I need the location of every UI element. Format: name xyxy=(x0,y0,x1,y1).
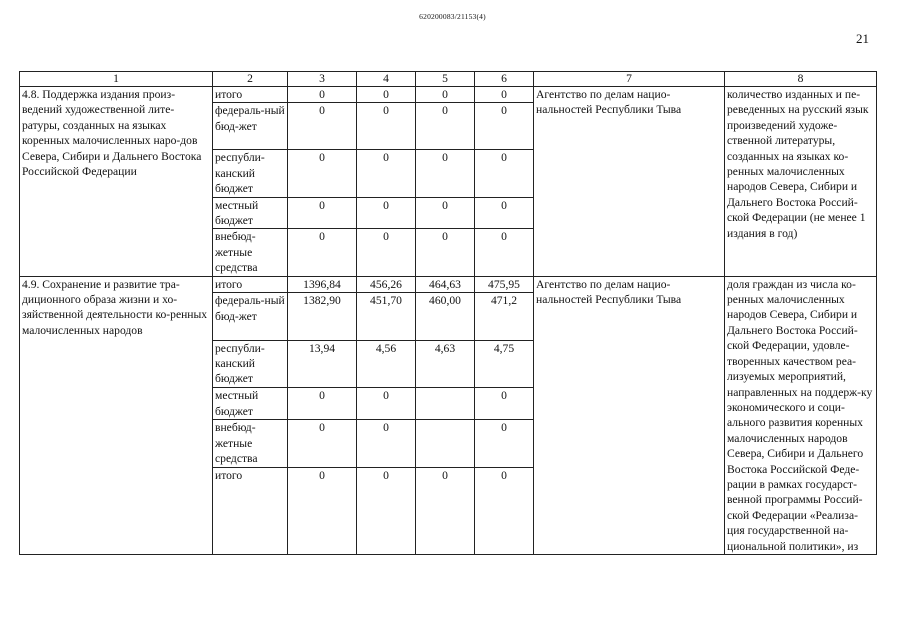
column-header: 1 xyxy=(20,72,213,87)
value-cell: 0 xyxy=(357,150,416,197)
value-cell: 0 xyxy=(288,229,357,276)
funding-source: федераль-ный бюд-жет xyxy=(213,293,288,340)
value-cell: 471,2 xyxy=(475,293,534,340)
value-cell xyxy=(416,388,475,420)
value-cell: 0 xyxy=(357,229,416,276)
column-header: 7 xyxy=(534,72,725,87)
value-cell: 4,75 xyxy=(475,340,534,388)
table-row xyxy=(20,276,877,293)
column-header: 6 xyxy=(475,72,534,87)
value-cell: 1382,90 xyxy=(288,293,357,340)
value-cell: 456,26 xyxy=(357,276,416,293)
responsible-agency: Агентство по делам нацио-нальностей Республики Тыва xyxy=(534,87,725,277)
target-indicator: доля граждан из числа ко-ренных малочисленных народов Севера, Сибири и Дальнего Востока Россий-ской Федерации, удовле-творенных качеством реа-лизуемых мероприятий, направленных на поддерж-ку экономического и соци-ального развития коренных малочисленных народов Севера, Сибири и Дальнего Востока Российской Феде-рации в рамках государст-венной программы Россий-ской Федерации «Реализа-ция государственной на-циональной политики», из xyxy=(725,276,877,554)
value-cell: 0 xyxy=(288,420,357,468)
value-cell: 0 xyxy=(288,388,357,420)
value-cell: 0 xyxy=(357,420,416,468)
value-cell: 0 xyxy=(288,87,357,103)
funding-source: республи-канский бюджет xyxy=(213,340,288,388)
value-cell: 0 xyxy=(416,229,475,276)
value-cell: 0 xyxy=(416,103,475,150)
responsible-agency: Агентство по делам нацио-нальностей Республики Тыва xyxy=(534,276,725,554)
funding-source: внебюд-жетные средства xyxy=(213,420,288,468)
value-cell: 0 xyxy=(475,150,534,197)
funding-source: внебюд-жетные средства xyxy=(213,229,288,276)
table-header-row xyxy=(20,72,877,87)
value-cell: 451,70 xyxy=(357,293,416,340)
value-cell: 0 xyxy=(475,388,534,420)
funding-source: итого xyxy=(213,468,288,555)
value-cell: 0 xyxy=(357,103,416,150)
value-cell: 0 xyxy=(475,229,534,276)
value-cell: 0 xyxy=(288,197,357,229)
measure-description: 4.9. Сохранение и развитие тра-диционного образа жизни и хо-зяйственной деятельности ко-ренных малочисленных народов xyxy=(20,276,213,554)
funding-source: итого xyxy=(213,87,288,103)
value-cell: 475,95 xyxy=(475,276,534,293)
value-cell: 0 xyxy=(475,87,534,103)
value-cell: 0 xyxy=(357,197,416,229)
value-cell: 4,63 xyxy=(416,340,475,388)
page-number: 21 xyxy=(856,31,869,46)
value-cell: 0 xyxy=(475,420,534,468)
funding-source: итого xyxy=(213,276,288,293)
budget-table xyxy=(19,71,877,555)
funding-source: местный бюджет xyxy=(213,197,288,229)
value-cell: 13,94 xyxy=(288,340,357,388)
column-header: 5 xyxy=(416,72,475,87)
value-cell: 0 xyxy=(475,197,534,229)
value-cell: 4,56 xyxy=(357,340,416,388)
target-indicator: количество изданных и пе-реведенных на русский язык произведений художе-ственной литературы, созданных на языках ко-ренных малочисленных народов Севера, Сибири и Дальнего Востока Россий-ской Федерации (не менее 1 издания в год) xyxy=(725,87,877,277)
value-cell: 460,00 xyxy=(416,293,475,340)
value-cell xyxy=(416,420,475,468)
document-id: 620200083/21153(4) xyxy=(419,12,486,21)
value-cell: 0 xyxy=(416,468,475,555)
value-cell: 0 xyxy=(416,197,475,229)
value-cell: 0 xyxy=(475,103,534,150)
value-cell: 0 xyxy=(416,150,475,197)
column-header: 3 xyxy=(288,72,357,87)
value-cell: 0 xyxy=(288,150,357,197)
funding-source: местный бюджет xyxy=(213,388,288,420)
table-row xyxy=(20,87,877,103)
column-header: 8 xyxy=(725,72,877,87)
value-cell: 0 xyxy=(416,87,475,103)
value-cell: 464,63 xyxy=(416,276,475,293)
funding-source: республи-канский бюджет xyxy=(213,150,288,197)
column-header: 2 xyxy=(213,72,288,87)
value-cell: 0 xyxy=(357,388,416,420)
column-header: 4 xyxy=(357,72,416,87)
value-cell: 0 xyxy=(288,468,357,555)
value-cell: 1396,84 xyxy=(288,276,357,293)
value-cell: 0 xyxy=(288,103,357,150)
measure-description: 4.8. Поддержка издания произ-ведений художественной лите-ратуры, созданных на языках коренных малочисленных наро-дов Севера, Сибири и Дальнего Востока Российской Федерации xyxy=(20,87,213,277)
value-cell: 0 xyxy=(357,468,416,555)
funding-source: федераль-ный бюд-жет xyxy=(213,103,288,150)
value-cell: 0 xyxy=(357,87,416,103)
value-cell: 0 xyxy=(475,468,534,555)
